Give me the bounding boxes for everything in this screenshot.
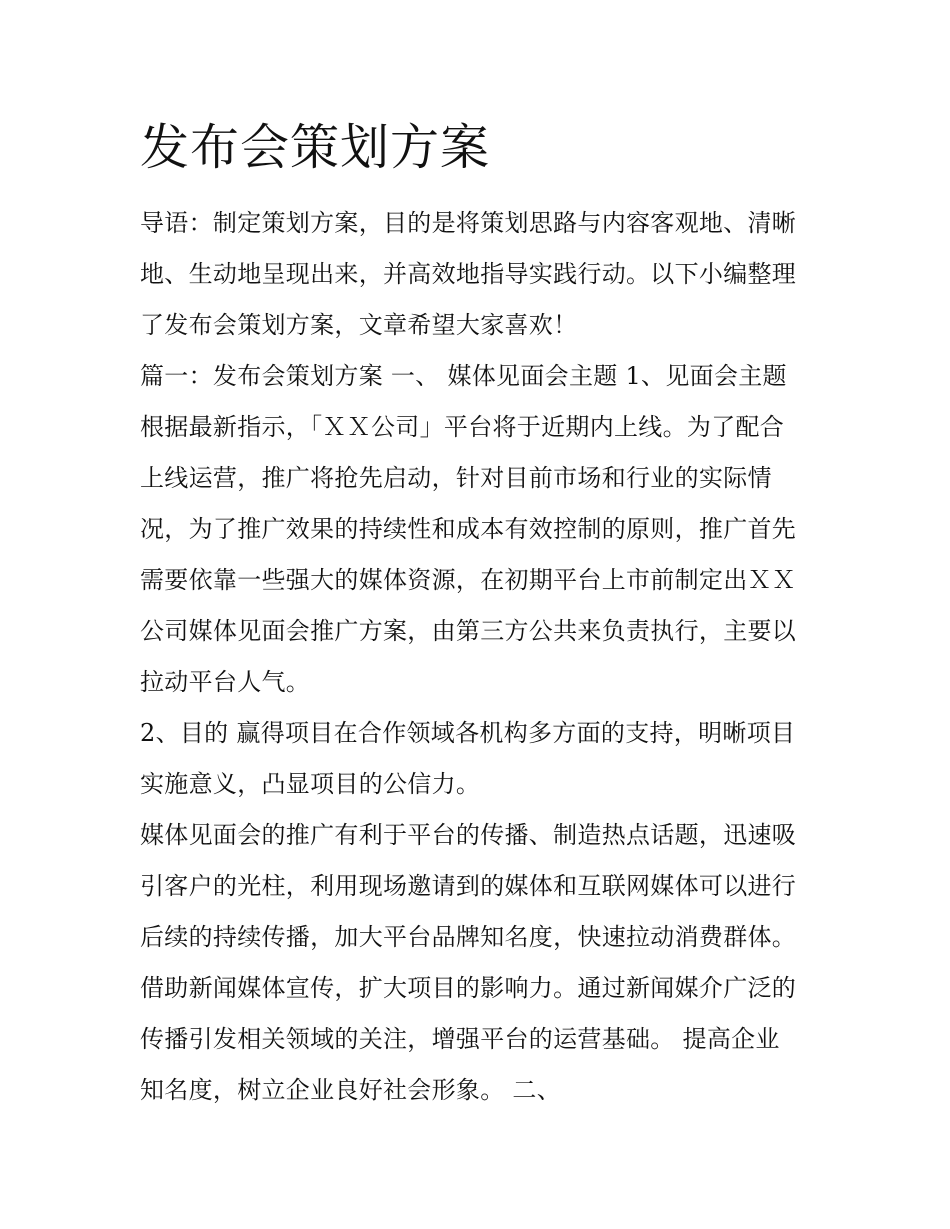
- body-line: 媒体见面会的推广有利于平台的传播、制造热点话题，迅速吸: [140, 821, 797, 849]
- body-line: 需要依靠一些强大的媒体资源，在初期平台上市前制定出ＸＸ: [140, 566, 797, 594]
- body-line: 传播引发相关领域的关注，增强平台的运营基础。 提高企业: [140, 1025, 780, 1053]
- body-line: 况，为了推广效果的持续性和成本有效控制的原则，推广首先: [140, 515, 797, 543]
- body-line: 后续的持续传播，加大平台品牌知名度，快速拉动消费群体。: [140, 923, 797, 951]
- body-line: 拉动平台人气。: [140, 668, 311, 696]
- body-line: 借助新闻媒体宣传，扩大项目的影响力。通过新闻媒介广泛的: [140, 974, 797, 1002]
- body-line: 了发布会策划方案，文章希望大家喜欢！: [140, 311, 578, 339]
- body-line: 根据最新指示，「ＸＸ公司」平台将于近期内上线。为了配合: [140, 413, 785, 441]
- body-line: 上线运营，推广将抢先启动，针对目前市场和行业的实际情: [140, 464, 772, 492]
- body-line: 2、目的 赢得项目在合作领域各机构多方面的支持，明晰项目: [140, 719, 796, 747]
- body-line: 引客户的光柱，利用现场邀请到的媒体和互联网媒体可以进行: [140, 872, 797, 900]
- document-body: [140, 198, 820, 1116]
- document-title: 发布会策划方案: [140, 119, 491, 176]
- body-line: 实施意义，凸显项目的公信力。: [140, 770, 481, 798]
- body-line: 知名度，树立企业良好社会形象。 二、: [140, 1076, 562, 1104]
- body-line: 篇一：发布会策划方案 一、 媒体见面会主题 1、见面会主题: [140, 362, 787, 390]
- body-line: 公司媒体见面会推广方案，由第三方公共来负责执行，主要以: [140, 617, 797, 645]
- body-line: 地、生动地呈现出来，并高效地指导实践行动。以下小编整理: [140, 260, 797, 288]
- body-line: 导语：制定策划方案，目的是将策划思路与内容客观地、清晰: [140, 209, 797, 237]
